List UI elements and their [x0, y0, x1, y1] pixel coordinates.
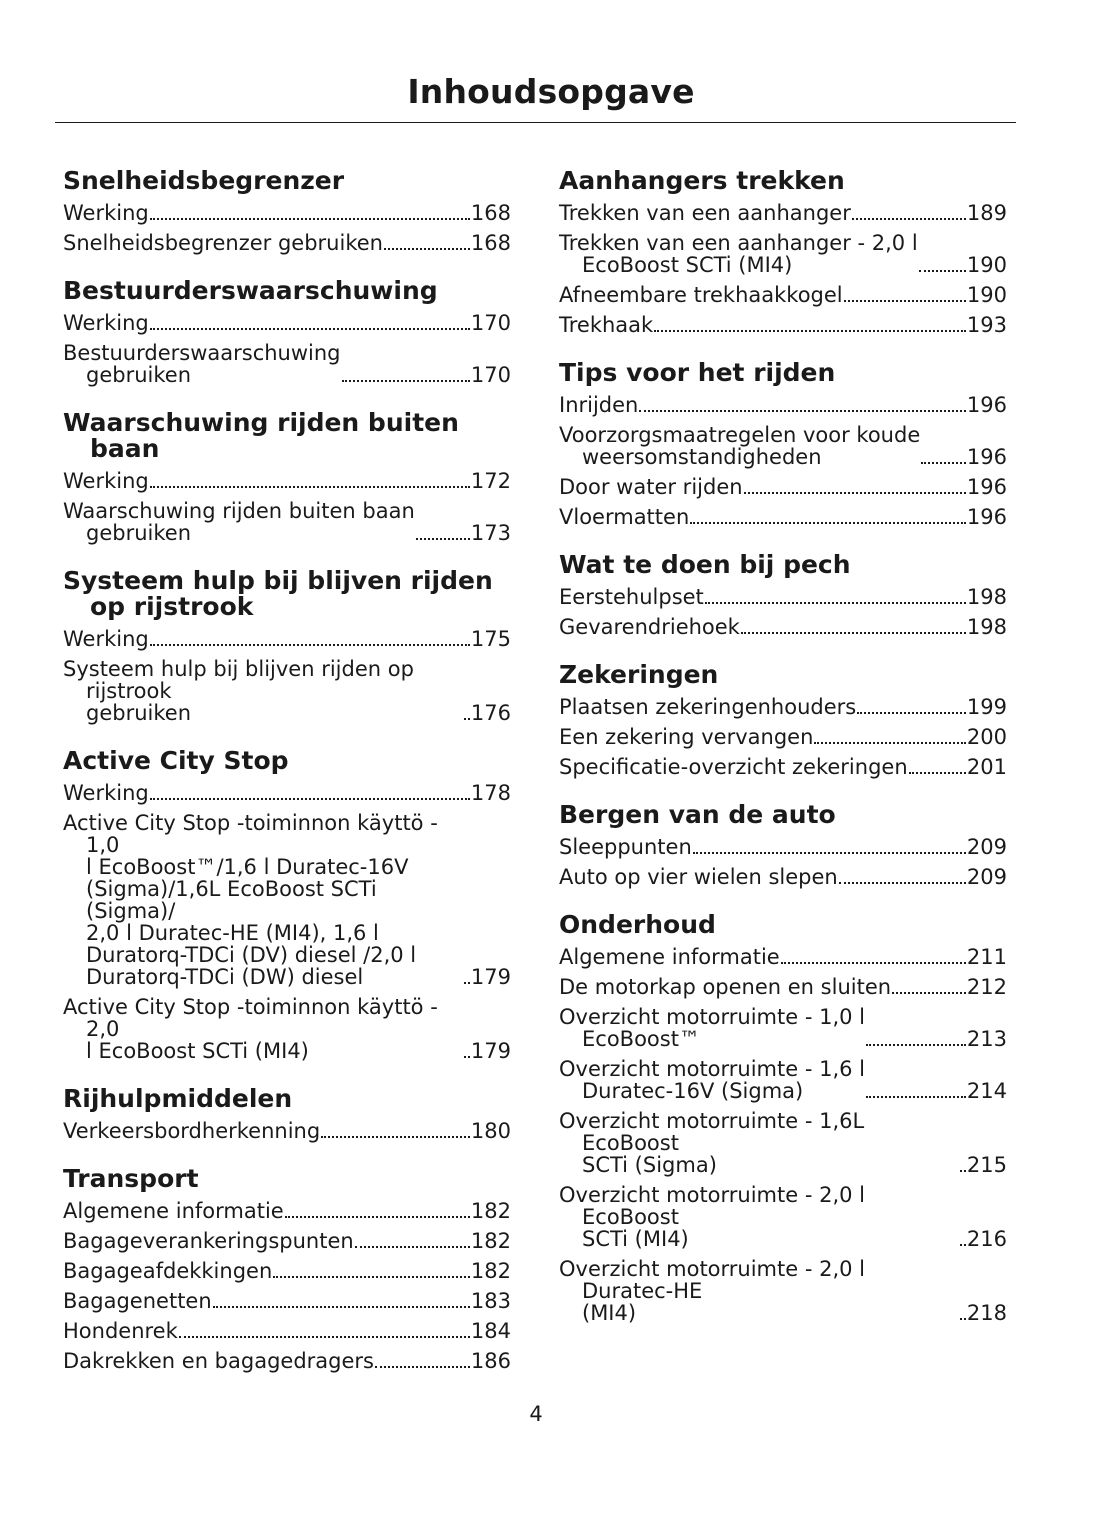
- toc-entry-page-number: 199: [966, 695, 1007, 719]
- toc-entry-title: Waarschuwing rijden buiten baan gebruiken: [63, 499, 415, 545]
- toc-entry[interactable]: [559, 232, 1007, 276]
- toc-entry[interactable]: [559, 1110, 1007, 1176]
- toc-entry[interactable]: [559, 976, 1007, 998]
- dot-leader: [705, 602, 966, 604]
- toc-entry-page-number: 183: [470, 1289, 511, 1313]
- dot-leader: [690, 522, 966, 524]
- dot-leader: [960, 1244, 966, 1246]
- toc-entry-title: Gevarendriehoek: [559, 615, 740, 639]
- toc-entry-page-number: 170: [470, 363, 511, 387]
- toc-section-bergen-van-de-auto: [559, 802, 1007, 888]
- toc-entry-page-number: 198: [966, 585, 1007, 609]
- toc-entry[interactable]: [63, 1350, 511, 1372]
- section-heading: Aanhangers trekken: [559, 166, 845, 195]
- dot-leader: [375, 1366, 470, 1368]
- toc-entry-page-number: 184: [470, 1319, 511, 1343]
- toc-entry[interactable]: [63, 202, 511, 224]
- toc-section-onderhoud: [559, 912, 1007, 1324]
- toc-entry[interactable]: [559, 202, 1007, 224]
- toc-entry-title: Voorzorgsmaatregelen voor koude weersomstandigheden: [559, 423, 921, 469]
- toc-entry-title: Werking: [63, 627, 149, 651]
- toc-entry-page-number: 190: [966, 283, 1007, 307]
- toc-entry[interactable]: [559, 866, 1007, 888]
- toc-entry-title: Werking: [63, 311, 149, 335]
- dot-leader: [866, 1096, 966, 1098]
- dot-leader: [814, 742, 966, 744]
- toc-entry[interactable]: [63, 1120, 511, 1142]
- toc-entry-title: Werking: [63, 469, 149, 493]
- toc-entry-page-number: 189: [966, 201, 1007, 225]
- toc-entry[interactable]: [559, 756, 1007, 778]
- dot-leader: [839, 882, 966, 884]
- toc-entry[interactable]: [559, 284, 1007, 306]
- dot-leader: [464, 982, 470, 984]
- toc-entry-page-number: 215: [966, 1153, 1007, 1177]
- dot-leader: [355, 1246, 470, 1248]
- toc-section-transport: [63, 1166, 511, 1372]
- toc-entry[interactable]: [63, 1290, 511, 1312]
- toc-entry-title: Auto op vier wielen slepen: [559, 865, 838, 889]
- toc-entry[interactable]: [63, 1230, 511, 1252]
- toc-entry[interactable]: [63, 812, 511, 988]
- section-heading: Tips voor het rijden: [559, 358, 836, 387]
- dot-leader: [909, 772, 966, 774]
- section-heading: Active City Stop: [63, 746, 289, 775]
- dot-leader: [857, 712, 966, 714]
- dot-leader: [416, 538, 470, 540]
- dot-leader: [781, 962, 966, 964]
- toc-entry-page-number: 179: [470, 965, 511, 989]
- toc-entry-title: Afneembare trekhaakkogel: [559, 283, 843, 307]
- dot-leader: [150, 798, 470, 800]
- section-heading: Rijhulpmiddelen: [63, 1084, 293, 1113]
- dot-leader: [744, 492, 966, 494]
- title-divider: [55, 122, 1016, 123]
- toc-entry-title: Trekhaak: [559, 313, 654, 337]
- toc-entry[interactable]: [559, 836, 1007, 858]
- dot-leader: [150, 218, 470, 220]
- toc-entry[interactable]: [63, 628, 511, 650]
- toc-entry-page-number: 213: [966, 1027, 1007, 1051]
- toc-entry-title: Trekken van een aanhanger - 2,0 l EcoBoost SCTi (MI4): [559, 231, 918, 277]
- dot-leader: [150, 644, 470, 646]
- toc-entry-page-number: 198: [966, 615, 1007, 639]
- dot-leader: [285, 1216, 470, 1218]
- toc-entry-title: Een zekering vervangen: [559, 725, 814, 749]
- toc-entry-title: Eerstehulpset: [559, 585, 704, 609]
- dot-leader: [464, 718, 470, 720]
- toc-section-waarschuwing-rijden-buiten-baan: [63, 410, 511, 544]
- toc-entry-title: Bagagenetten: [63, 1289, 212, 1313]
- toc-entry[interactable]: [63, 500, 511, 544]
- toc-entry-title: Overzicht motorruimte - 1,6L EcoBoost SCTi (Sigma): [559, 1109, 865, 1177]
- dot-leader: [866, 1044, 966, 1046]
- toc-entry-title: Sleeppunten: [559, 835, 692, 859]
- section-heading: Snelheidsbegrenzer: [63, 166, 345, 195]
- toc-section-systeem-hulp-bij-blijven-rijden-op-rijst: [63, 568, 511, 724]
- toc-entry[interactable]: [63, 312, 511, 334]
- dot-leader: [213, 1306, 470, 1308]
- toc-entry[interactable]: [63, 342, 511, 386]
- toc-section-active-city-stop: [63, 748, 511, 1062]
- toc-entry-page-number: 175: [470, 627, 511, 651]
- dot-leader: [150, 486, 470, 488]
- toc-entry-title: Hondenrek: [63, 1319, 178, 1343]
- dot-leader: [639, 410, 966, 412]
- toc-entry-page-number: 196: [966, 445, 1007, 469]
- section-heading: Onderhoud: [559, 910, 716, 939]
- toc-entry-title: De motorkap openen en sluiten: [559, 975, 892, 999]
- toc-entry[interactable]: [559, 1006, 1007, 1050]
- toc-entry-page-number: 178: [470, 781, 511, 805]
- toc-entry-title: Plaatsen zekeringenhouders: [559, 695, 857, 719]
- toc-entry-title: Trekken van een aanhanger: [559, 201, 851, 225]
- toc-entry[interactable]: [559, 586, 1007, 608]
- toc-entry-page-number: 168: [470, 201, 511, 225]
- toc-entry[interactable]: [63, 1260, 511, 1282]
- toc-entry-title: Overzicht motorruimte - 2,0 l Duratec-HE (MI4): [559, 1257, 866, 1325]
- toc-entry-page-number: 193: [966, 313, 1007, 337]
- page-number: 4: [529, 1402, 543, 1426]
- section-heading: Bestuurderswaarschuwing: [63, 276, 438, 305]
- toc-entry[interactable]: [559, 506, 1007, 528]
- section-heading: Wat te doen bij pech: [559, 550, 851, 579]
- toc-entry-page-number: 182: [470, 1199, 511, 1223]
- toc-entry-page-number: 209: [966, 865, 1007, 889]
- toc-entry[interactable]: [63, 1320, 511, 1342]
- dot-leader: [321, 1136, 470, 1138]
- page-title: Inhoudsopgave: [407, 72, 695, 111]
- toc-entry-title: Active City Stop -toiminnon käyttö - 1,0 l EcoBoost™/1,6 l Duratec-16V (Sigma)/1,6L EcoBoost SCTi (Sigma)/ 2,0 l Duratec-HE (MI4), 1,6 l Duratorq-TDCi (DV) diesel /2,0 l Duratorq-TDCi (DW) diesel: [63, 811, 438, 989]
- dot-leader: [960, 1318, 966, 1320]
- toc-entry[interactable]: [559, 476, 1007, 498]
- toc-entry-title: Bestuurderswaarschuwing gebruiken: [63, 341, 341, 387]
- dot-leader: [179, 1336, 470, 1338]
- toc-entry-title: Active City Stop -toiminnon käyttö - 2,0 l EcoBoost SCTi (MI4): [63, 995, 438, 1063]
- toc-entry-page-number: 214: [966, 1079, 1007, 1103]
- toc-entry-title: Inrijden: [559, 393, 639, 417]
- toc-entry-title: Overzicht motorruimte - 2,0 l EcoBoost SCTi (MI4): [559, 1183, 866, 1251]
- dot-leader: [654, 330, 966, 332]
- toc-entry[interactable]: [63, 782, 511, 804]
- toc-entry-page-number: 211: [966, 945, 1007, 969]
- toc-entry[interactable]: [559, 314, 1007, 336]
- dot-leader: [960, 1170, 966, 1172]
- toc-entry-title: Door water rijden: [559, 475, 743, 499]
- dot-leader: [919, 270, 966, 272]
- toc-entry[interactable]: [63, 1200, 511, 1222]
- toc-entry-page-number: 180: [470, 1119, 511, 1143]
- dot-leader: [464, 1056, 470, 1058]
- toc-section-snelheidsbegrenzer: [63, 168, 511, 254]
- toc-entry[interactable]: [559, 424, 1007, 468]
- section-heading: Waarschuwing rijden buiten baan: [63, 408, 459, 463]
- toc-left-column: [63, 168, 511, 1396]
- toc-entry-page-number: 196: [966, 475, 1007, 499]
- toc-entry[interactable]: [559, 1058, 1007, 1102]
- toc-entry-page-number: 186: [470, 1349, 511, 1373]
- toc-entry-page-number: 201: [966, 755, 1007, 779]
- toc-section-tips-voor-het-rijden: [559, 360, 1007, 528]
- toc-entry[interactable]: [559, 696, 1007, 718]
- section-heading: Systeem hulp bij blijven rijden op rijstrook: [63, 566, 493, 621]
- dot-leader: [150, 328, 470, 330]
- toc-right-column: [559, 168, 1007, 1348]
- toc-section-aanhangers-trekken: [559, 168, 1007, 336]
- toc-entry-title: Snelheidsbegrenzer gebruiken: [63, 231, 383, 255]
- toc-entry-page-number: 196: [966, 393, 1007, 417]
- toc-section-zekeringen: [559, 662, 1007, 778]
- toc-entry[interactable]: [63, 470, 511, 492]
- toc-entry-title: Bagageverankeringspunten: [63, 1229, 354, 1253]
- toc-entry-page-number: 182: [470, 1229, 511, 1253]
- toc-entry-title: Algemene informatie: [559, 945, 780, 969]
- toc-entry[interactable]: [559, 1258, 1007, 1324]
- dot-leader: [741, 632, 966, 634]
- toc-entry-title: Werking: [63, 201, 149, 225]
- toc-entry-page-number: 179: [470, 1039, 511, 1063]
- toc-entry-page-number: 172: [470, 469, 511, 493]
- toc-section-bestuurderswaarschuwing: [63, 278, 511, 386]
- dot-leader: [892, 992, 966, 994]
- toc-entry-title: Systeem hulp bij blijven rijden op rijstrook gebruiken: [63, 657, 414, 725]
- toc-entry-title: Vloermatten: [559, 505, 690, 529]
- dot-leader: [693, 852, 966, 854]
- section-heading: Transport: [63, 1164, 199, 1193]
- toc-entry[interactable]: [559, 1184, 1007, 1250]
- toc-entry-title: Bagageafdekkingen: [63, 1259, 273, 1283]
- toc-entry-page-number: 170: [470, 311, 511, 335]
- toc-entry-page-number: 182: [470, 1259, 511, 1283]
- dot-leader: [921, 462, 966, 464]
- toc-entry-page-number: 190: [966, 253, 1007, 277]
- toc-entry-page-number: 176: [470, 701, 511, 725]
- toc-entry-title: Verkeersbordherkenning: [63, 1119, 321, 1143]
- dot-leader: [844, 300, 966, 302]
- toc-entry[interactable]: [63, 658, 511, 724]
- toc-entry-page-number: 218: [966, 1301, 1007, 1325]
- toc-entry-page-number: 209: [966, 835, 1007, 859]
- toc-entry[interactable]: [559, 394, 1007, 416]
- dot-leader: [273, 1276, 470, 1278]
- toc-entry-page-number: 168: [470, 231, 511, 255]
- toc-entry-page-number: 200: [966, 725, 1007, 749]
- toc-entry[interactable]: [559, 726, 1007, 748]
- toc-entry[interactable]: [63, 232, 511, 254]
- toc-entry[interactable]: [63, 996, 511, 1062]
- toc-entry-title: Dakrekken en bagagedragers: [63, 1349, 374, 1373]
- toc-entry-title: Overzicht motorruimte - 1,6 l Duratec-16V (Sigma): [559, 1057, 866, 1103]
- toc-entry-title: Overzicht motorruimte - 1,0 l EcoBoost™: [559, 1005, 866, 1051]
- dot-leader: [342, 380, 470, 382]
- dot-leader: [384, 248, 470, 250]
- toc-entry-title: Algemene informatie: [63, 1199, 284, 1223]
- toc-entry[interactable]: [559, 616, 1007, 638]
- dot-leader: [852, 218, 966, 220]
- toc-section-wat-te-doen-bij-pech: [559, 552, 1007, 638]
- toc-entry[interactable]: [559, 946, 1007, 968]
- toc-entry-title: Werking: [63, 781, 149, 805]
- toc-entry-page-number: 212: [966, 975, 1007, 999]
- section-heading: Zekeringen: [559, 660, 719, 689]
- toc-entry-page-number: 216: [966, 1227, 1007, 1251]
- toc-entry-page-number: 196: [966, 505, 1007, 529]
- section-heading: Bergen van de auto: [559, 800, 836, 829]
- toc-entry-page-number: 173: [470, 521, 511, 545]
- toc-section-rijhulpmiddelen: [63, 1086, 511, 1142]
- toc-entry-title: Specificatie-overzicht zekeringen: [559, 755, 908, 779]
